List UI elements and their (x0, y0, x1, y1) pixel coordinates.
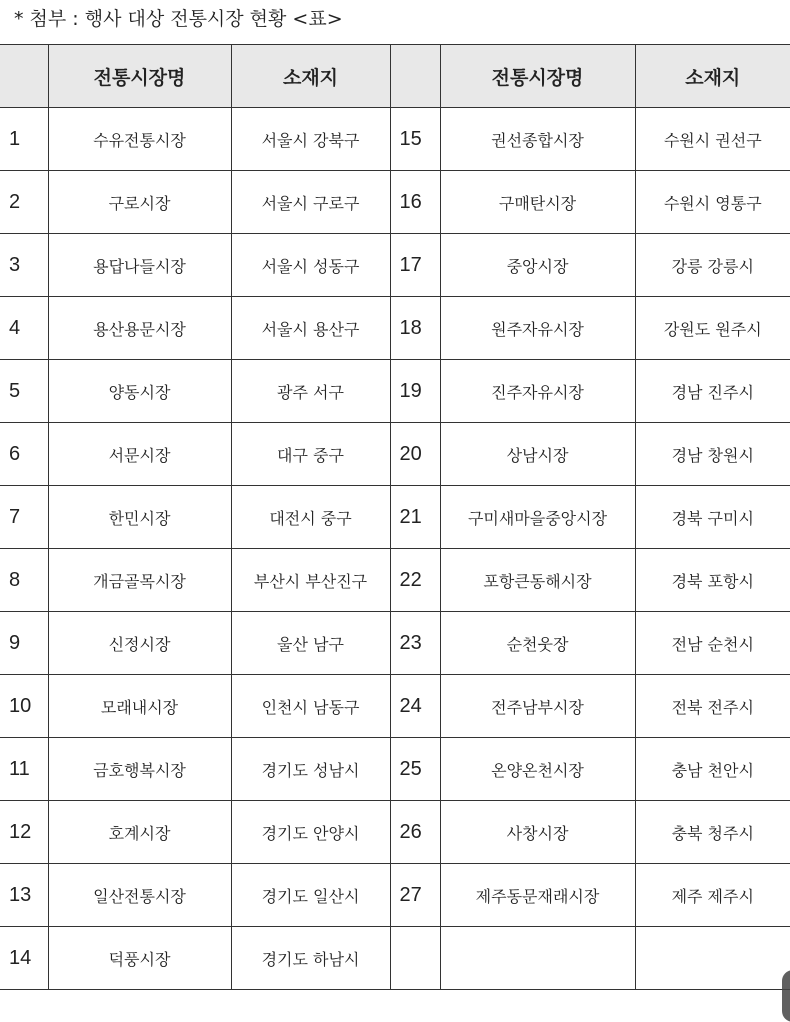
row-number-cell: 12 (0, 801, 48, 864)
row-number-cell (390, 927, 440, 990)
row-number-cell: 3 (0, 234, 48, 297)
row-number-cell: 8 (0, 549, 48, 612)
row-number-cell: 22 (390, 549, 440, 612)
row-number-cell: 7 (0, 486, 48, 549)
row-number-cell: 24 (390, 675, 440, 738)
market-location-cell: 서울시 강북구 (231, 108, 390, 171)
market-name-cell: 포항큰동해시장 (440, 549, 635, 612)
market-name-cell: 신정시장 (48, 612, 231, 675)
market-location-cell: 강릉 강릉시 (635, 234, 790, 297)
market-name-cell: 한민시장 (48, 486, 231, 549)
row-number-cell: 25 (390, 738, 440, 801)
market-location-cell: 수원시 권선구 (635, 108, 790, 171)
table-row (0, 675, 790, 738)
table-row (0, 549, 790, 612)
market-location-cell: 경기도 성남시 (231, 738, 390, 801)
market-name-cell: 양동시장 (48, 360, 231, 423)
market-name-cell: 중앙시장 (440, 234, 635, 297)
row-number-cell: 27 (390, 864, 440, 927)
header-location-left: 소재지 (231, 45, 390, 108)
market-location-cell: 경북 포항시 (635, 549, 790, 612)
row-number-cell: 1 (0, 108, 48, 171)
market-name-cell: 온양온천시장 (440, 738, 635, 801)
row-number-cell: 4 (0, 297, 48, 360)
row-number-cell: 10 (0, 675, 48, 738)
market-location-cell: 서울시 용산구 (231, 297, 390, 360)
market-location-cell: 서울시 구로구 (231, 171, 390, 234)
market-location-cell: 수원시 영통구 (635, 171, 790, 234)
header-row (0, 45, 790, 108)
row-number-cell: 17 (390, 234, 440, 297)
table-row (0, 801, 790, 864)
market-location-cell: 강원도 원주시 (635, 297, 790, 360)
market-location-cell: 전북 전주시 (635, 675, 790, 738)
market-location-cell: 경남 진주시 (635, 360, 790, 423)
table-row (0, 360, 790, 423)
market-location-cell (635, 927, 790, 990)
table-row (0, 423, 790, 486)
row-number-cell: 9 (0, 612, 48, 675)
row-number-cell: 23 (390, 612, 440, 675)
market-name-cell: 구미새마을중앙시장 (440, 486, 635, 549)
table-header (0, 45, 790, 108)
table-row (0, 108, 790, 171)
row-number-cell: 6 (0, 423, 48, 486)
table-row (0, 612, 790, 675)
table-row (0, 864, 790, 927)
row-number-cell: 5 (0, 360, 48, 423)
market-table (0, 44, 790, 990)
header-market-name-left: 전통시장명 (48, 45, 231, 108)
market-location-cell: 전남 순천시 (635, 612, 790, 675)
market-location-cell: 충남 천안시 (635, 738, 790, 801)
market-location-cell: 부산시 부산진구 (231, 549, 390, 612)
market-name-cell: 수유전통시장 (48, 108, 231, 171)
market-location-cell: 제주 제주시 (635, 864, 790, 927)
market-location-cell: 경기도 하남시 (231, 927, 390, 990)
header-number-left (0, 45, 48, 108)
market-name-cell: 용산용문시장 (48, 297, 231, 360)
market-name-cell: 호계시장 (48, 801, 231, 864)
market-name-cell: 용답나들시장 (48, 234, 231, 297)
row-number-cell: 19 (390, 360, 440, 423)
market-name-cell (440, 927, 635, 990)
market-location-cell: 대구 중구 (231, 423, 390, 486)
row-number-cell: 2 (0, 171, 48, 234)
row-number-cell: 16 (390, 171, 440, 234)
market-name-cell: 덕풍시장 (48, 927, 231, 990)
market-name-cell: 일산전통시장 (48, 864, 231, 927)
market-name-cell: 원주자유시장 (440, 297, 635, 360)
table-caption: * 첨부 : 행사 대상 전통시장 현황 <표> (14, 8, 343, 30)
table-row (0, 297, 790, 360)
table-row (0, 738, 790, 801)
market-location-cell: 인천시 남동구 (231, 675, 390, 738)
market-name-cell: 전주남부시장 (440, 675, 635, 738)
market-name-cell: 권선종합시장 (440, 108, 635, 171)
table-row (0, 486, 790, 549)
row-number-cell: 26 (390, 801, 440, 864)
row-number-cell: 18 (390, 297, 440, 360)
market-name-cell: 제주동문재래시장 (440, 864, 635, 927)
row-number-cell: 15 (390, 108, 440, 171)
market-location-cell: 서울시 성동구 (231, 234, 390, 297)
market-location-cell: 경남 창원시 (635, 423, 790, 486)
table-row (0, 234, 790, 297)
market-name-cell: 금호행복시장 (48, 738, 231, 801)
market-name-cell: 구로시장 (48, 171, 231, 234)
row-number-cell: 11 (0, 738, 48, 801)
market-location-cell: 경북 구미시 (635, 486, 790, 549)
header-location-right: 소재지 (635, 45, 790, 108)
row-number-cell: 14 (0, 927, 48, 990)
market-name-cell: 순천웃장 (440, 612, 635, 675)
market-location-cell: 울산 남구 (231, 612, 390, 675)
table-row (0, 927, 790, 990)
header-market-name-right: 전통시장명 (440, 45, 635, 108)
market-location-cell: 경기도 안양시 (231, 801, 390, 864)
market-name-cell: 구매탄시장 (440, 171, 635, 234)
market-location-cell: 대전시 중구 (231, 486, 390, 549)
market-location-cell: 경기도 일산시 (231, 864, 390, 927)
market-location-cell: 광주 서구 (231, 360, 390, 423)
table-body (0, 108, 790, 990)
market-name-cell: 모래내시장 (48, 675, 231, 738)
market-name-cell: 상남시장 (440, 423, 635, 486)
row-number-cell: 21 (390, 486, 440, 549)
market-location-cell: 충북 청주시 (635, 801, 790, 864)
row-number-cell: 13 (0, 864, 48, 927)
market-name-cell: 서문시장 (48, 423, 231, 486)
header-number-right (390, 45, 440, 108)
scroll-indicator[interactable] (782, 970, 790, 1022)
table-row (0, 171, 790, 234)
row-number-cell: 20 (390, 423, 440, 486)
market-name-cell: 진주자유시장 (440, 360, 635, 423)
market-name-cell: 사창시장 (440, 801, 635, 864)
market-name-cell: 개금골목시장 (48, 549, 231, 612)
